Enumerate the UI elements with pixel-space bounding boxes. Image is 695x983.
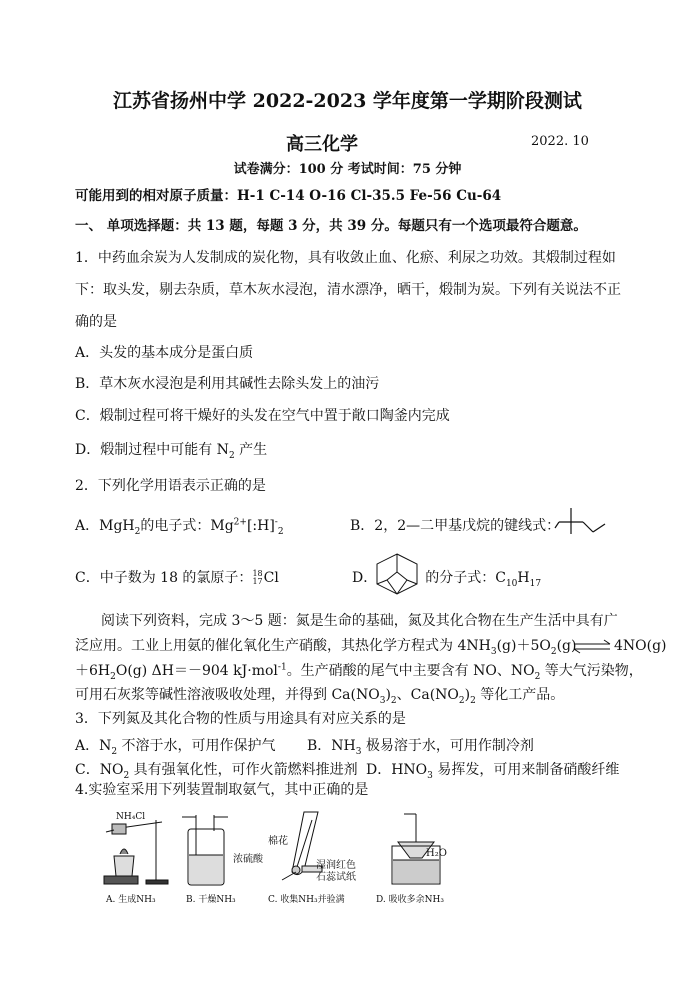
q1-stem-line1: 1．中药血余炭为人发制成的炭化物，具有收敛止血、化瘀、利尿之功效。其煅制过程如 [75,250,616,266]
q4-stem: 4.实验室采用下列装置制取氨气，其中正确的是 [75,782,369,798]
reading-line1: 阅读下列资料，完成 3～5 题：氮是生命的基础，氮及其化合物在生产生活中具有广 [101,613,618,629]
fig-d-caption: D. 吸收多余NH₃ [376,895,444,905]
subject-title: 高三化学 [286,134,358,155]
fig-a-caption: A. 生成NH₃ [106,895,156,905]
reading-line2-right: 4NO(g) [614,638,667,654]
q1-option-a: A．头发的基本成分是蛋白质 [75,345,254,361]
atomic-masses: 可能用到的相对原子质量：H-1 C-14 O-16 Cl-35.5 Fe-56 Cu-64 [75,188,502,204]
equilibrium-arrow-icon [572,640,612,654]
apparatus-b-drying-bottle-figure [180,815,232,887]
exam-info: 试卷满分：100 分 考试时间：75 分钟 [233,162,462,177]
section-heading: 一、 单项选择题：共 13 题，每题 3 分，共 39 分。每题只有一个选项最符合题意。 [75,218,587,234]
q1-stem-line3: 确的是 [75,314,117,330]
reading-line2: 泛应用。工业上用氨的催化氧化生产硝酸，其热化学方程式为 $4NH_3(g)+5O_2(g)$ [75,638,577,657]
q1-option-b: B．草木灰水浸泡是利用其碱性去除头发上的油污 [75,376,380,392]
fig-c-label-paper-1: 湿润红色 [316,860,356,871]
fig-c-label-paper-2: 石蕊试纸 [316,872,356,883]
q2-option-c: C．中子数为 18 的氯原子：18 17Cl [75,569,279,586]
fig-b-label: 浓硫酸 [233,854,263,865]
fig-c-caption: C. 收集NH₃并验满 [268,895,345,905]
q3-option-d: D．$HNO_3$ 易挥发，可用来制备硝酸纤维 [366,762,620,781]
fig-a-label: NH₄Cl [116,812,146,822]
q2-option-a: A．MgH$_2$的电子式：$Mg^{2+}[:H]^-_2$ [75,517,284,537]
exam-title: 江苏省扬州中学 2022-2023 学年度第一学期阶段测试 [113,90,582,112]
q2-option-d: D． 的分子式：$C_{10}H_{17}$ [352,570,542,589]
q2-stem: 2．下列化学用语表示正确的是 [75,478,266,494]
q1-stem-line2: 下：取头发，剔去杂质，草木灰水浸泡，清水漂净，晒干，煅制为炭。下列有关说法不正 [75,282,621,298]
reading-line3: $+6H_2O(g)$ ΔH＝－904 kJ·mol$^{-1}$。生产硝酸的尾气中主要含有 NO、$NO_2$ 等大气污染物， [75,662,643,682]
q3-stem: 3．下列氮及其化合物的性质与用途具有对应关系的是 [75,711,406,727]
exam-date: 2022. 10 [531,134,589,149]
reading-line4: 可用石灰浆等碱性溶液吸收处理，并得到 $Ca(NO_3)_2$、$Ca(NO_2)_2$ 等化工产品。 [75,687,565,706]
skeletal-formula-icon [555,506,607,538]
q1-option-d: D．煅制过程中可能有 $N_2$ 产生 [75,442,268,461]
adamantane-structure-icon [373,552,421,596]
q3-option-c: C．$NO_2$ 具有强氧化性，可作火箭燃料推进剂 [75,762,358,781]
q3-option-a: A．$N_2$ 不溶于水，可用作保护气 [75,738,276,757]
q1-option-c: C．煅制过程可将干燥好的头发在空气中置于敞口陶釜内完成 [75,408,450,424]
q3-option-b: B．$NH_3$ 极易溶于水，可用作制冷剂 [307,738,534,757]
fig-c-label-cotton: 棉花 [268,836,288,847]
q2-option-b: B．2，2—二甲基戊烷的键线式： [350,518,561,534]
fig-d-label: H₂O [426,848,447,859]
fig-b-caption: B. 干燥NH₃ [186,895,236,905]
